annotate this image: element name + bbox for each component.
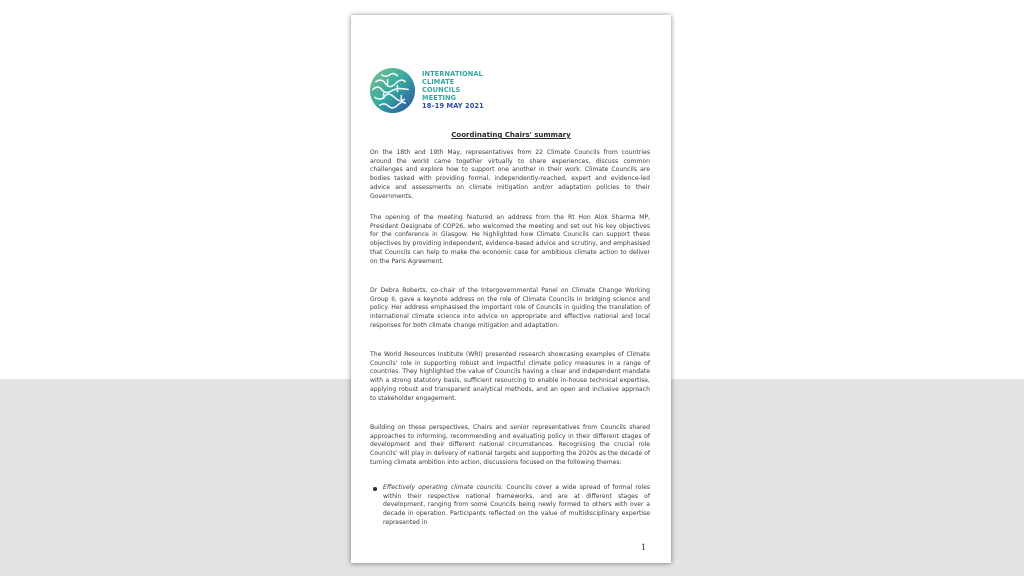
- bullet-1-lead: Effectively operating climate councils:: [383, 484, 504, 491]
- globe-logo-icon: [368, 66, 417, 115]
- document-page: [351, 15, 671, 563]
- logo-line-3: COUNCILS: [422, 86, 461, 94]
- logo-line-4: MEETING: [422, 94, 457, 102]
- document-heading: Coordinating Chairs' summary: [451, 131, 571, 139]
- bullet-item-1: [383, 484, 650, 528]
- paragraph-3: Dr Debra Roberts, co-chair of the Intergovernmental Panel on Climate Change Working Group II, gave a keynote address on the role of Climate Councils in bridging science and policy. Her address emphasised the important role of Councils in guiding the translation of international climate science into advice on appropriate and effective national and local responses for both climate change mitigation and adaptation.: [370, 287, 650, 329]
- paragraph-5: Building on these perspectives, Chairs and senior representatives from Councils shared approaches to informing, recommending and evaluating policy in their different stages of development and their different national circumstances. Recognising the crucial role Councils' will play in delivery of national targets and supporting the 2020s as the decade of turning climate ambition into action, discussions focused on the following themes:: [370, 424, 650, 466]
- paragraph-4: The World Resources Institute (WRI) presented research showcasing examples of Climate Councils' role in supporting robust and impactful climate policy measures in a range of countries. They highlighted the value of Councils having a clear and independent mandate with a strong statutory basis, sufficient resourcing to enable in-house technical expertise, applying robust and transparent analytical methods, and an open and inclusive approach to stakeholder engagement.: [370, 351, 650, 402]
- logo-wordmark: [422, 70, 484, 110]
- bullet-1-text: Councils cover a wide spread of formal roles within their respective national frameworks, and are at different stages of development, ranging from some Councils being newly formed to others with over a decade in operation. Participants reflected on the value of multidisciplinary expertise represented in: [383, 484, 651, 526]
- paragraph-2: The opening of the meeting featured an address from the Rt Hon Alok Sharma MP, President Designate of COP26, who welcomed the meeting and set out his key objectives for the conference in Glasgow. He highlighted how Climate Councils can support these objectives by providing independent, evidence-based advice and scrutiny, and emphasised that Councils can help to make the economic case for ambitious climate action to deliver on the Paris Agreement.: [370, 214, 650, 265]
- logo-line-1: INTERNATIONAL: [422, 70, 483, 78]
- paragraph-1: On the 18th and 19th May, representatives from 22 Climate Councils from countries around the world came together virtually to share experiences, discuss common challenges and explore how to support one another in their work. Climate Councils are bodies tasked with providing formal, independently-reached, expert and evidence-led advice and assessments on climate mitigation and/or adaptation policies to their Governments.: [370, 149, 650, 200]
- logo-line-2: CLIMATE: [422, 78, 455, 86]
- bullet-dot-icon: [373, 487, 377, 491]
- page-number: 1: [641, 543, 647, 552]
- meeting-logo: [368, 66, 508, 116]
- logo-dates: 18–19 MAY 2021: [422, 102, 484, 110]
